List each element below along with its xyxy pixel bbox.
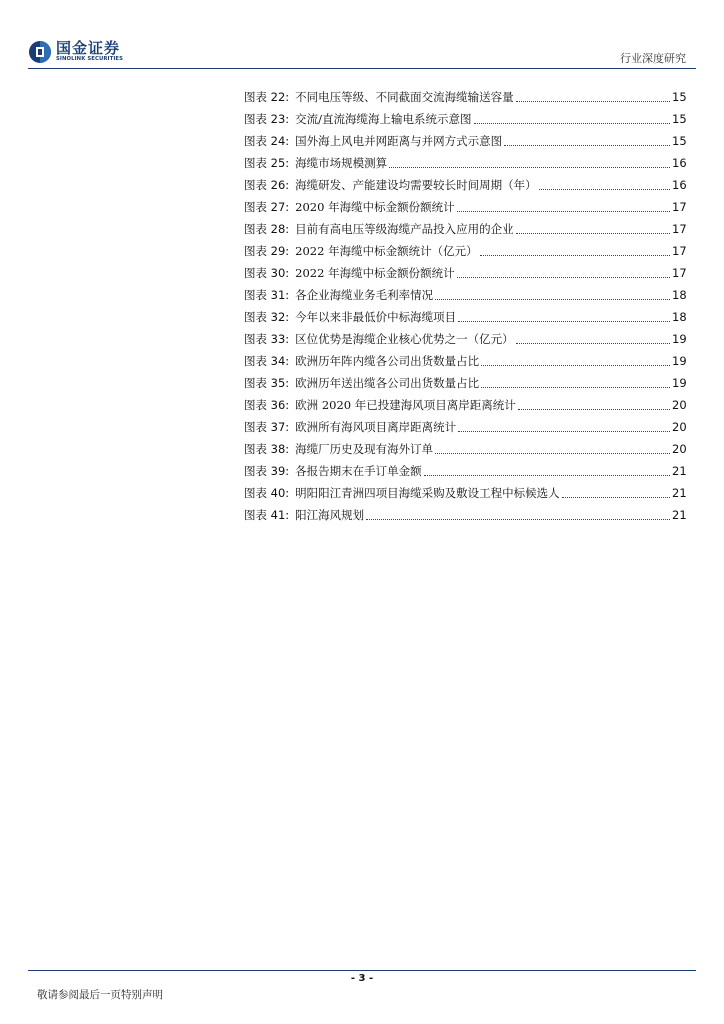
toc-entry[interactable] <box>244 240 686 262</box>
disclaimer-note: 敬请参阅最后一页特别声明 <box>37 989 163 1001</box>
toc-dot-leader <box>518 401 670 410</box>
toc-entry[interactable] <box>244 86 686 108</box>
toc-entry-label: 图表 34: <box>244 354 290 368</box>
toc-entry-label: 图表 25: <box>244 156 290 170</box>
toc-entry-page: 17 <box>672 200 687 214</box>
toc-entry[interactable] <box>244 262 686 284</box>
toc-entry-label: 图表 35: <box>244 376 290 390</box>
toc-entry-page: 19 <box>672 332 687 346</box>
header-divider <box>28 68 696 69</box>
toc-entry-label: 图表 30: <box>244 266 290 280</box>
toc-entry-title: 各报告期末在手订单金额 <box>295 464 422 478</box>
toc-entry-label: 图表 26: <box>244 178 290 192</box>
toc-entry-title: 各企业海缆业务毛利率情况 <box>295 288 434 302</box>
toc-dot-leader <box>481 379 670 388</box>
toc-entry-page: 20 <box>672 420 687 434</box>
toc-dot-leader <box>389 159 670 168</box>
toc-entry[interactable] <box>244 460 686 482</box>
toc-entry-page: 20 <box>672 442 687 456</box>
toc-entry[interactable] <box>244 394 686 416</box>
toc-dot-leader <box>435 291 670 300</box>
toc-entry-page: 18 <box>672 288 687 302</box>
toc-entry[interactable] <box>244 482 686 504</box>
toc-dot-leader <box>458 423 670 432</box>
toc-entry-page: 19 <box>672 354 687 368</box>
toc-entry-page: 20 <box>672 398 687 412</box>
toc-entry[interactable] <box>244 174 686 196</box>
toc-entry-title: 区位优势是海缆企业核心优势之一（亿元） <box>295 332 514 346</box>
toc-entry-label: 图表 28: <box>244 222 290 236</box>
report-category: 行业深度研究 <box>620 52 686 65</box>
toc-entry-label: 图表 29: <box>244 244 290 258</box>
toc-entry-label: 图表 39: <box>244 464 290 478</box>
toc-entry-page: 17 <box>672 266 687 280</box>
page-header <box>28 38 696 68</box>
toc-entry-page: 21 <box>672 464 687 478</box>
toc-entry-page: 15 <box>672 134 687 148</box>
toc-entry-label: 图表 22: <box>244 90 290 104</box>
toc-dot-leader <box>516 93 670 102</box>
toc-entry-page: 15 <box>672 112 687 126</box>
toc-entry[interactable] <box>244 438 686 460</box>
toc-entry[interactable] <box>244 504 686 526</box>
toc-dot-leader <box>562 489 670 498</box>
logo-chinese-name: 国金证券 <box>56 39 121 57</box>
toc-entry[interactable] <box>244 284 686 306</box>
toc-entry-page: 19 <box>672 376 687 390</box>
toc-entry[interactable] <box>244 372 686 394</box>
toc-entry-label: 图表 31: <box>244 288 290 302</box>
toc-entry-title: 不同电压等级、不同截面交流海缆输送容量 <box>295 90 514 104</box>
toc-entry-page: 15 <box>672 90 687 104</box>
toc-entry[interactable] <box>244 130 686 152</box>
toc-entry-label: 图表 40: <box>244 486 290 500</box>
toc-entry-title: 欧洲 2020 年已投建海风项目离岸距离统计 <box>295 398 516 412</box>
toc-entry-label: 图表 38: <box>244 442 290 456</box>
toc-dot-leader <box>474 115 670 124</box>
toc-dot-leader <box>458 313 670 322</box>
toc-entry-label: 图表 24: <box>244 134 290 148</box>
toc-entry-title: 交流/直流海缆海上输电系统示意图 <box>295 112 472 126</box>
toc-dot-leader <box>516 225 670 234</box>
toc-entry[interactable] <box>244 306 686 328</box>
figure-index <box>244 86 686 526</box>
toc-entry-page: 17 <box>672 222 687 236</box>
company-logo <box>28 40 123 64</box>
toc-entry-label: 图表 41: <box>244 508 290 522</box>
toc-entry[interactable] <box>244 328 686 350</box>
toc-entry-label: 图表 33: <box>244 332 290 346</box>
toc-dot-leader <box>539 181 670 190</box>
sinolink-logo-icon <box>28 40 52 64</box>
toc-entry[interactable] <box>244 416 686 438</box>
page-number: - 3 - <box>350 973 374 984</box>
toc-entry-title: 2022 年海缆中标金额份额统计 <box>295 266 455 280</box>
toc-entry-title: 海缆市场规模测算 <box>295 156 388 170</box>
toc-entry-label: 图表 27: <box>244 200 290 214</box>
toc-entry-title: 欧洲所有海风项目离岸距离统计 <box>295 420 457 434</box>
toc-entry-title: 目前有高电压等级海缆产品投入应用的企业 <box>295 222 514 236</box>
toc-entry[interactable] <box>244 350 686 372</box>
toc-entry[interactable] <box>244 152 686 174</box>
footer-divider <box>28 970 696 971</box>
toc-entry-title: 2022 年海缆中标金额统计（亿元） <box>295 244 478 258</box>
toc-entry-page: 21 <box>672 486 687 500</box>
toc-entry[interactable] <box>244 196 686 218</box>
toc-entry-label: 图表 32: <box>244 310 290 324</box>
toc-entry-label: 图表 23: <box>244 112 290 126</box>
toc-entry-title: 今年以来非最低价中标海缆项目 <box>295 310 457 324</box>
toc-entry-label: 图表 37: <box>244 420 290 434</box>
toc-entry[interactable] <box>244 218 686 240</box>
toc-dot-leader <box>424 467 670 476</box>
toc-entry-title: 明阳阳江青洲四项目海缆采购及敷设工程中标候选人 <box>295 486 560 500</box>
toc-dot-leader <box>480 247 670 256</box>
toc-entry-title: 阳江海风规划 <box>295 508 365 522</box>
toc-entry-page: 18 <box>672 310 687 324</box>
toc-entry-title: 2020 年海缆中标金额份额统计 <box>295 200 455 214</box>
toc-entry-page: 21 <box>672 508 687 522</box>
toc-entry-page: 16 <box>672 156 687 170</box>
toc-entry-label: 图表 36: <box>244 398 290 412</box>
toc-entry-title: 海缆厂历史及现有海外订单 <box>295 442 434 456</box>
logo-english-name: SINOLINK SECURITIES <box>56 56 124 62</box>
toc-entry-title: 欧洲历年送出缆各公司出货数量占比 <box>295 376 480 390</box>
toc-entry-page: 17 <box>672 244 687 258</box>
toc-dot-leader <box>481 357 670 366</box>
toc-entry-page: 16 <box>672 178 687 192</box>
toc-dot-leader <box>504 137 670 146</box>
toc-dot-leader <box>435 445 670 454</box>
toc-dot-leader <box>457 269 670 278</box>
toc-entry-title: 海缆研发、产能建设均需要较长时间周期（年） <box>295 178 537 192</box>
toc-dot-leader <box>516 335 670 344</box>
toc-entry-title: 国外海上风电并网距离与并网方式示意图 <box>295 134 503 148</box>
toc-dot-leader <box>366 511 670 520</box>
toc-entry[interactable] <box>244 108 686 130</box>
toc-entry-title: 欧洲历年阵内缆各公司出货数量占比 <box>295 354 480 368</box>
toc-dot-leader <box>457 203 670 212</box>
